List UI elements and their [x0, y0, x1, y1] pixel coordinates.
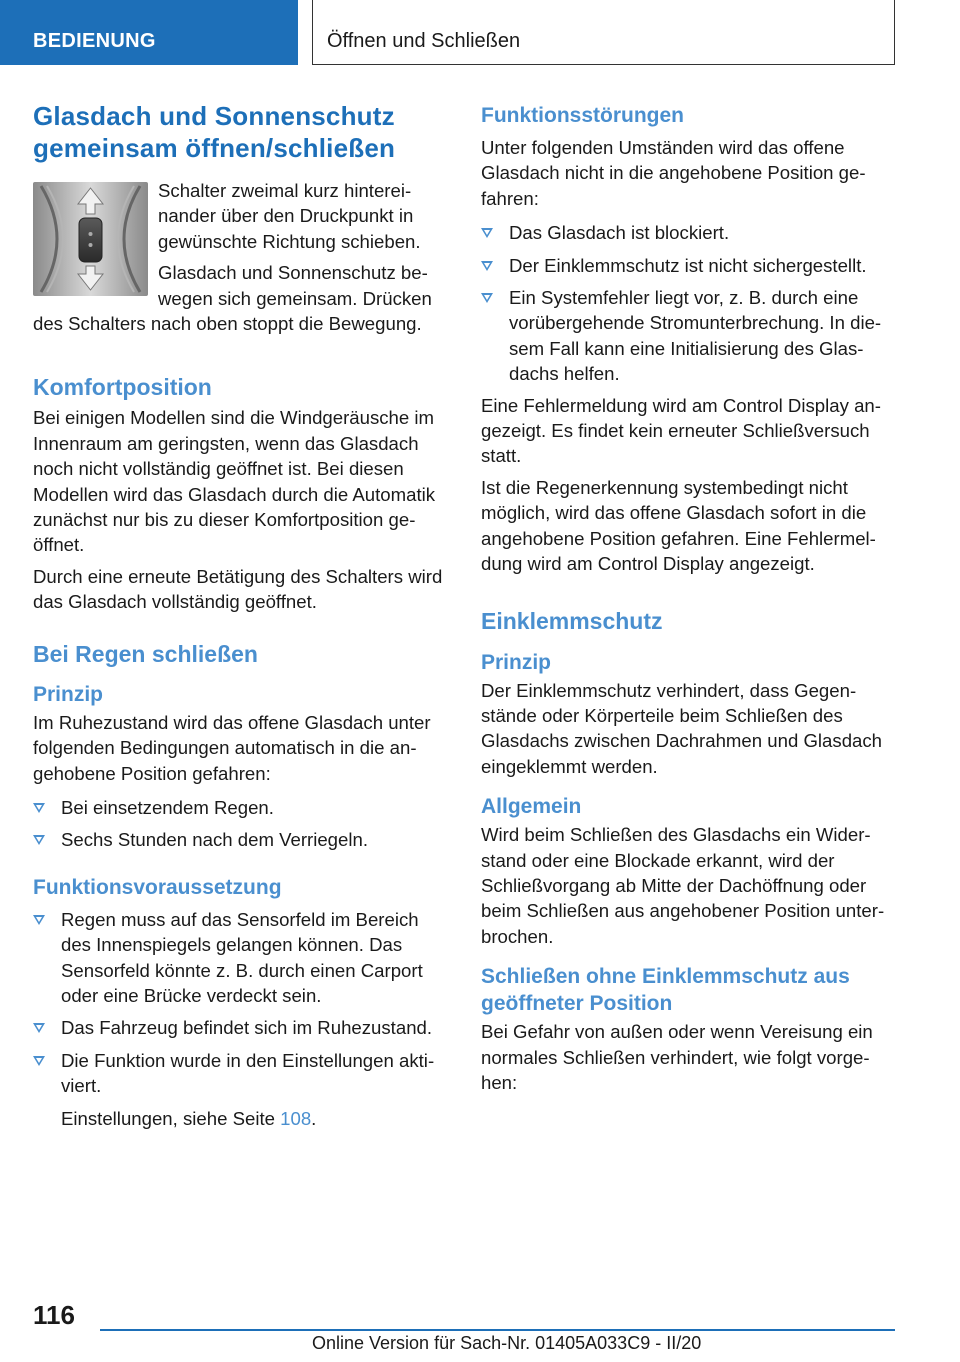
- paragraph-pinch-principle: Der Einklemmschutz verhindert, dass Gegenstände oder Körperteile beim Schließen des Glasdachs zwischen Dachrahmen und Glasdach eingeklemmt werden.: [481, 679, 883, 777]
- heading-principle: Prinzip: [33, 682, 104, 706]
- heading-malfunctions: Funktionsstörungen: [481, 104, 684, 127]
- heading-close-without-pinch: Schließen ohne Einklemmschutz aus geöffneter Position: [481, 965, 850, 1016]
- triangle-bullet-icon: [33, 1056, 45, 1066]
- list-item: Bei einsetzendem Regen.: [33, 795, 446, 820]
- paragraph-close-without-pinch: Bei Gefahr von außen oder wenn Vereisung ein normales Schließen verhindert, wie folgt vorgehen:: [481, 1021, 873, 1093]
- heading-comfort-position: Komfortposition: [33, 374, 212, 401]
- heading-pinch-principle: Prinzip: [481, 650, 552, 674]
- list-item: Die Funktion wurde in den Einstellungen aktiviert.: [33, 1048, 446, 1099]
- footer-version: Online Version für Sach-Nr. 01405A033C9 - II/20: [312, 1333, 702, 1353]
- paragraph-comfort-1: Bei einigen Modellen sind die Windgeräusche im Innenraum am geringsten, wenn das Glasdach noch nicht vollständig geöffnet ist. Bei diesen Modellen wird das Glasdach durch die Automatik zunächst nur bis zu dieser Komfortposition geöffnet.: [33, 407, 436, 556]
- paragraph-switch-twice: Schalter zweimal kurz hintereinander über den Druckpunkt in gewünschte Richtung schieben.: [158, 180, 421, 252]
- section-title: BEDIENUNG: [33, 30, 156, 52]
- triangle-bullet-icon: [33, 803, 45, 813]
- paragraph-general: Wird beim Schließen des Glasdachs ein Widerstand oder eine Blockade erkannt, wird der Schließvorgang ab Mitte der Dachöffnung oder beim Schließen aus angehobener Position unterbrochen.: [481, 824, 885, 947]
- list-item: Der Einklemmschutz ist nicht sichergestellt.: [481, 253, 896, 278]
- paragraph-principle: Im Ruhezustand wird das offene Glasdach unter folgenden Bedingungen automatisch in die angehobene Position gefahren:: [33, 711, 431, 784]
- right-column: [481, 100, 896, 1095]
- triangle-bullet-icon: [33, 835, 45, 845]
- left-column: [33, 100, 446, 1131]
- paragraph-rain-detection: Ist die Regenerkennung systembedingt nicht möglich, wird das offene Glasdach sofort in die angehobene Position gefahren. Eine Fehlermeldung wird am Control Display angezeigt.: [481, 476, 876, 575]
- settings-reference: Einstellungen, siehe Seite 108.: [61, 1107, 317, 1129]
- list-item: Ein Systemfehler liegt vor, z. B. durch eine vorübergehende Stromunterbrechung. In diesem Fall kann eine Initialisierung des Glasdachs helfen.: [481, 285, 896, 387]
- triangle-bullet-icon: [33, 915, 45, 925]
- switch-section: [33, 178, 446, 336]
- page-number: 116: [33, 1300, 75, 1330]
- list-item: Das Glasdach ist blockiert.: [481, 220, 896, 245]
- paragraph-malfunction: Unter folgenden Umständen wird das offene Glasdach nicht in die angehobene Position gefahren:: [481, 137, 866, 209]
- triangle-bullet-icon: [481, 293, 493, 303]
- heading-requirements: Funktionsvoraussetzung: [33, 875, 282, 899]
- list-item: Regen muss auf das Sensorfeld im Bereich des Innenspiegels gelangen können. Das Sensorfeld könnte z. B. durch einen Carport oder eine Brücke verdeckt sein.: [33, 907, 446, 1009]
- topic-tab: [312, 0, 895, 65]
- list-item: Das Fahrzeug befindet sich im Ruhezustand.: [33, 1015, 446, 1040]
- topic-title: Öffnen und Schließen: [327, 30, 521, 52]
- triangle-bullet-icon: [481, 261, 493, 271]
- paragraph-error-message: Eine Fehlermeldung wird am Control Display angezeigt. Es findet kein erneuter Schließversuch statt.: [481, 394, 881, 467]
- sunroof-switch-icon: [33, 182, 148, 296]
- page-link-108[interactable]: 108: [280, 1107, 312, 1129]
- triangle-bullet-icon: [481, 228, 493, 238]
- heading-general: Allgemein: [481, 795, 582, 819]
- heading-close-when-rain: Bei Regen schließen: [33, 640, 258, 667]
- heading-open-close-together: Glasdach und Sonnenschutz gemeinsam öffnen/schließen: [33, 101, 396, 163]
- heading-pinch-protection: Einklemmschutz: [481, 607, 663, 634]
- paragraph-comfort-2: Durch eine erneute Betätigung des Schalters wird das Glasdach vollständig geöffnet.: [33, 565, 443, 613]
- list-item: Sechs Stunden nach dem Verriegeln.: [33, 827, 446, 852]
- section-tab: [0, 0, 298, 65]
- paragraph-move-together: Glasdach und Sonnenschutz bewegen sich gemeinsam. Drücken des Schalters nach oben stoppt die Bewegung.: [33, 262, 432, 335]
- triangle-bullet-icon: [33, 1023, 45, 1033]
- footer-divider: [100, 1329, 895, 1331]
